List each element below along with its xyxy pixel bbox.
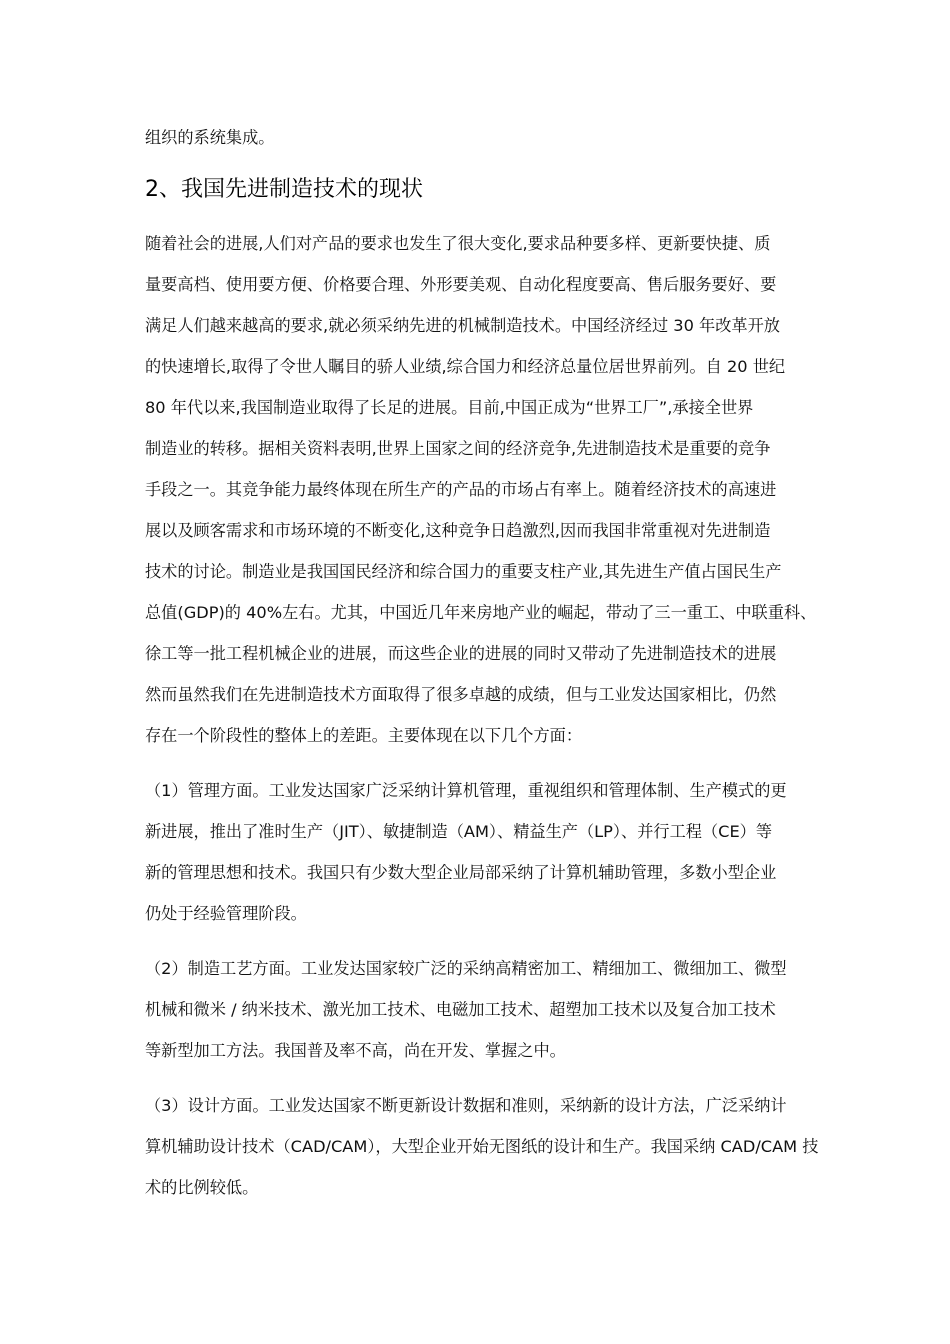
text-line: 存在一个阶段性的整体上的差距。主要体现在以下几个方面： — [145, 726, 583, 745]
section-heading: 2、我国先进制造技术的现状 — [145, 177, 423, 202]
text-line: 技术的讨论。制造业是我国国民经济和综合国力的重要支柱产业,其先进生产值占国民生产 — [145, 562, 782, 581]
text-line: 算机辅助设计技术（CAD/CAM），大型企业开始无图纸的设计和生产。我国采纳 CAD/CAM 技 — [145, 1137, 819, 1156]
text-line: （3）设计方面。工业发达国家不断更新设计数据和准则，采纳新的设计方法，广泛采纳计 — [145, 1096, 787, 1115]
text-line: 徐工等一批工程机械企业的进展，而这些企业的进展的同时又带动了先进制造技术的进展 — [145, 644, 777, 663]
text-line: 仍处于经验管理阶段。 — [145, 904, 307, 923]
text-line: （2）制造工艺方面。工业发达国家较广泛的采纳高精密加工、精细加工、微细加工、微型 — [145, 959, 787, 978]
text-line: 然而虽然我们在先进制造技术方面取得了很多卓越的成绩，但与工业发达国家相比，仍然 — [145, 685, 777, 704]
text-line: 满足人们越来越高的要求,就必须采纳先进的机械制造技术。中国经济经过 30 年改革开放 — [145, 316, 780, 335]
text-line: （1）管理方面。工业发达国家广泛采纳计算机管理，重视组织和管理体制、生产模式的更 — [145, 781, 787, 800]
text-line: 总值(GDP)的 40%左右。尤其，中国近几年来房地产业的崛起，带动了三一重工、中联重科、 — [145, 603, 817, 622]
intro-line: 组织的系统集成。 — [145, 128, 275, 147]
text-line: 的快速增长,取得了令世人瞩目的骄人业绩,综合国力和经济总量位居世界前列。自 20 世纪 — [145, 357, 786, 376]
text-line: 等新型加工方法。我国普及率不高，尚在开发、掌握之中。 — [145, 1041, 566, 1060]
text-line: 制造业的转移。据相关资料表明,世界上国家之间的经济竞争,先进制造技术是重要的竞争 — [145, 439, 771, 458]
text-line: 随着社会的进展,人们对产品的要求也发生了很大变化,要求品种要多样、更新要快捷、质 — [145, 234, 771, 253]
text-line: 新进展，推出了准时生产（JIT）、敏捷制造（AM）、精益生产（LP）、并行工程（CE）等 — [145, 822, 773, 841]
text-line: 展以及顾客需求和市场环境的不断变化,这种竞争日趋激烈,因而我国非常重视对先进制造 — [145, 521, 771, 540]
text-line: 量要高档、使用要方便、价格要合理、外形要美观、自动化程度要高、售后服务要好、要 — [145, 275, 777, 294]
text-line: 手段之一。其竞争能力最终体现在所生产的产品的市场占有率上。随着经济技术的高速进 — [145, 480, 777, 499]
text-line: 机械和微米 / 纳米技术、激光加工技术、电磁加工技术、超塑加工技术以及复合加工技术 — [145, 1000, 776, 1019]
text-line: 新的管理思想和技术。我国只有少数大型企业局部采纳了计算机辅助管理，多数小型企业 — [145, 863, 777, 882]
text-line: 术的比例较低。 — [145, 1178, 259, 1197]
text-line: 80 年代以来,我国制造业取得了长足的进展。目前,中国正成为“世界工厂”,承接全世界 — [145, 398, 754, 417]
